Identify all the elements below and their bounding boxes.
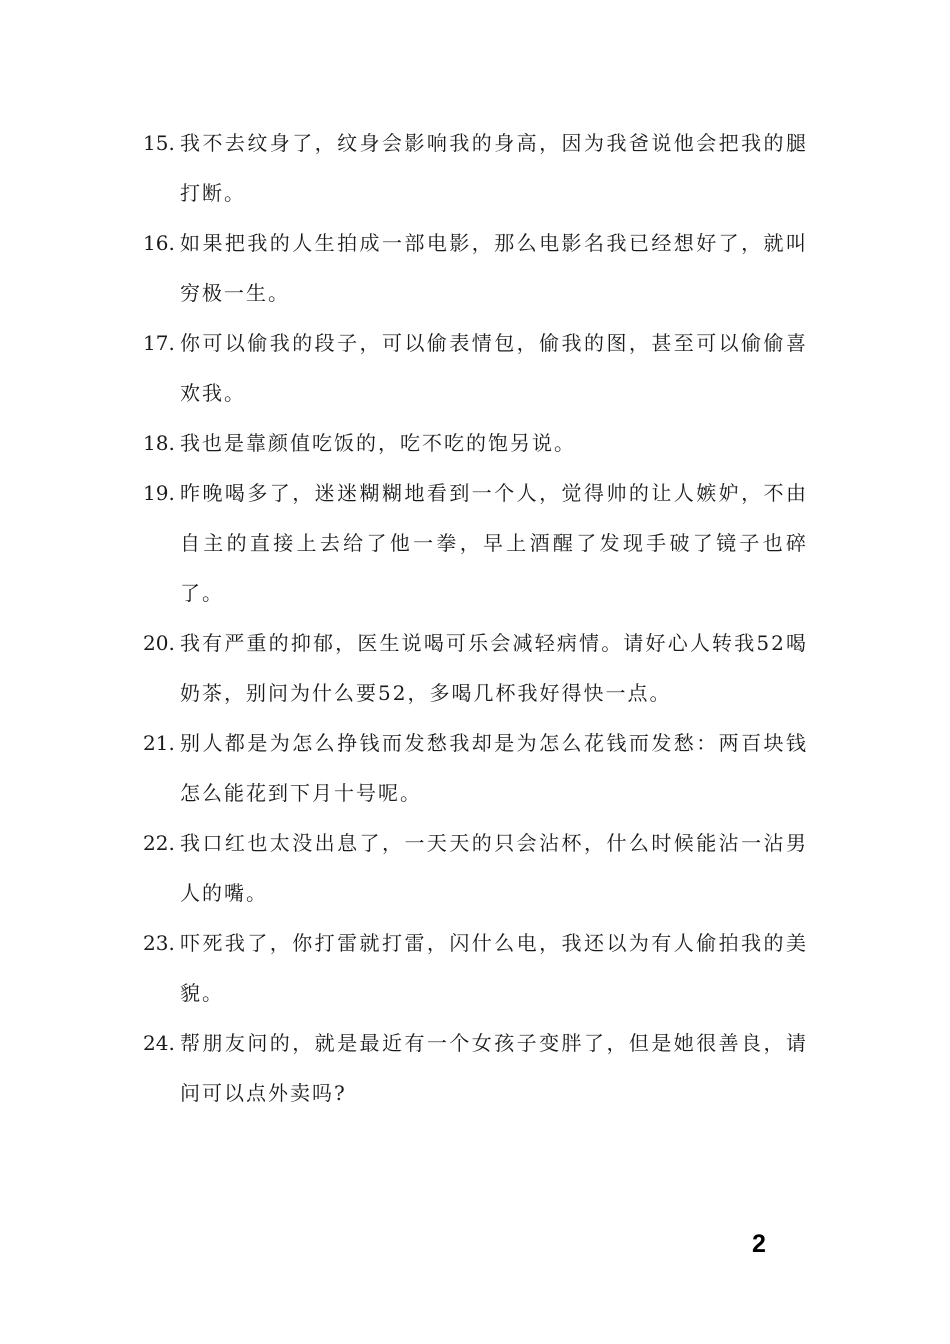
item-number: 16. — [143, 231, 175, 255]
item-text: 昨晚喝多了，迷迷糊糊地看到一个人，觉得帅的让人嫉妒，不由自主的直接上去给了他一拳，早上酒醒了发现手破了镜子也碎了。 — [180, 481, 808, 605]
list-item — [143, 818, 808, 918]
page-number: 2 — [752, 1230, 766, 1258]
joke-list — [143, 118, 808, 1118]
list-item — [143, 468, 808, 618]
list-item — [143, 918, 808, 1018]
item-text: 如果把我的人生拍成一部电影，那么电影名我已经想好了，就叫穷极一生。 — [180, 231, 808, 305]
item-number: 18. — [143, 431, 175, 455]
item-text: 我也是靠颜值吃饭的，吃不吃的饱另说。 — [180, 431, 576, 455]
item-text: 我有严重的抑郁，医生说喝可乐会减轻病情。请好心人转我52喝奶茶，别问为什么要52，多喝几杯我好得快一点。 — [180, 631, 808, 705]
item-number: 15. — [143, 131, 175, 155]
item-number: 24. — [143, 1031, 175, 1055]
item-number: 19. — [143, 481, 175, 505]
list-item — [143, 318, 808, 418]
list-item — [143, 1018, 808, 1118]
list-item — [143, 718, 808, 818]
list-item — [143, 618, 808, 718]
item-number: 21. — [143, 731, 175, 755]
item-text: 我口红也太没出息了，一天天的只会沾杯，什么时候能沾一沾男人的嘴。 — [180, 831, 808, 905]
item-number: 23. — [143, 931, 175, 955]
item-text: 你可以偷我的段子，可以偷表情包，偷我的图，甚至可以偷偷喜欢我。 — [180, 331, 808, 405]
item-text: 我不去纹身了，纹身会影响我的身高，因为我爸说他会把我的腿打断。 — [180, 131, 808, 205]
item-text: 别人都是为怎么挣钱而发愁我却是为怎么花钱而发愁：两百块钱怎么能花到下月十号呢。 — [180, 731, 808, 805]
list-item — [143, 218, 808, 318]
item-text: 帮朋友问的，就是最近有一个女孩子变胖了，但是她很善良，请问可以点外卖吗? — [180, 1031, 808, 1105]
item-number: 20. — [143, 631, 175, 655]
list-item — [143, 118, 808, 218]
item-number: 17. — [143, 331, 175, 355]
list-item — [143, 418, 808, 468]
item-number: 22. — [143, 831, 175, 855]
item-text: 吓死我了，你打雷就打雷，闪什么电，我还以为有人偷拍我的美貌。 — [180, 931, 808, 1005]
